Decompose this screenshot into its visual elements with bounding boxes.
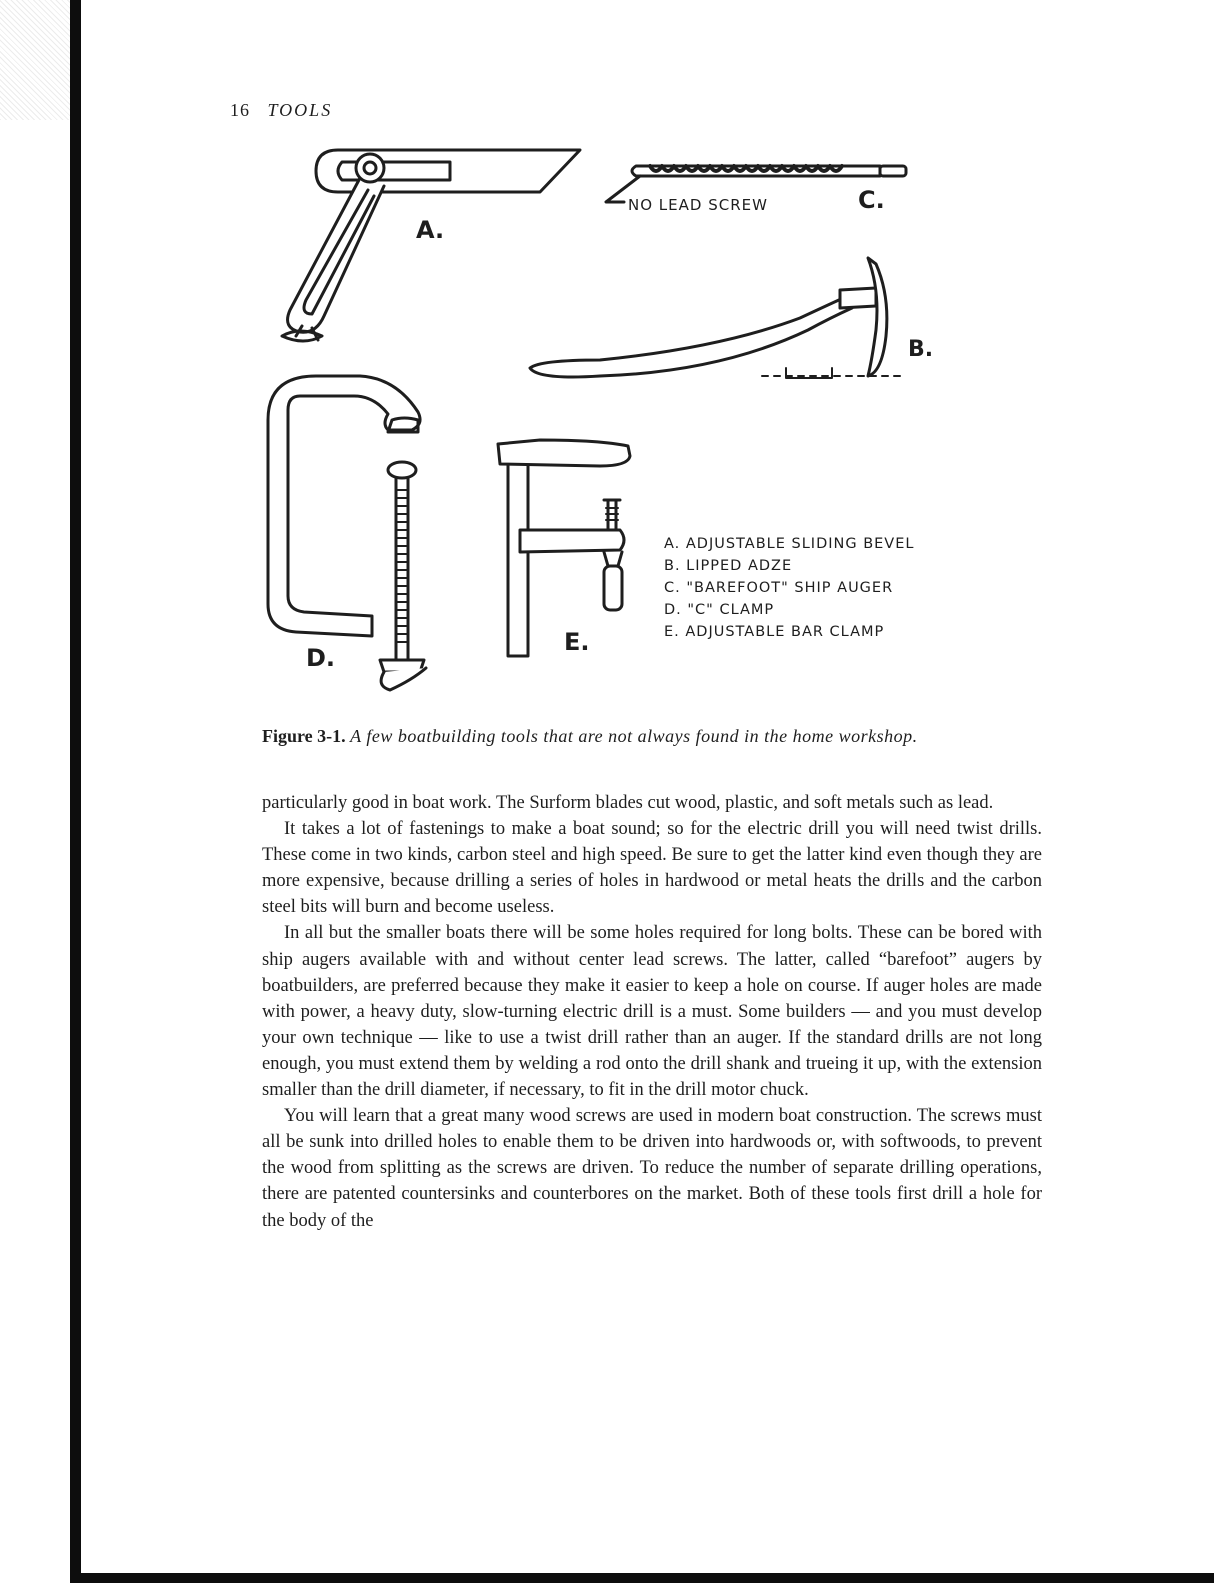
figure-label-b: B.	[908, 337, 934, 362]
figure-label-a: A.	[416, 216, 445, 244]
body-paragraph-1: particularly good in boat work. The Surform blades cut wood, plastic, and soft metals such as lead.	[262, 793, 994, 813]
figure-caption-text: A few boatbuilding tools that are not always found in the home workshop.	[350, 726, 918, 746]
body-text	[262, 790, 1042, 1234]
figure-caption-label: Figure 3-1.	[262, 726, 346, 746]
body-paragraph-4: You will learn that a great many wood screws are used in modern boat construction. The screws must all be sunk into drilled holes to enable them to be driven into hardwoods or, with softwoods, to prevent the wood from splitting as the screws are driven. To reduce the number of separate drilling operations, there are patented countersinks and counterbores on the market. Both of these tools first drill a hole for the body of the	[262, 1106, 1042, 1231]
sliding-bevel-drawing	[282, 150, 580, 341]
legend-item-d: D. "C" CLAMP	[664, 602, 775, 618]
figure-label-e: E.	[564, 628, 590, 656]
no-lead-screw-annotation: NO LEAD SCREW	[628, 196, 768, 214]
bar-clamp-drawing	[498, 440, 630, 656]
section-title: TOOLS	[267, 100, 333, 120]
figure-label-d: D.	[306, 644, 336, 672]
figure-label-c: C.	[858, 186, 885, 214]
legend-item-e: E. ADJUSTABLE BAR CLAMP	[664, 624, 885, 640]
body-paragraph-2: It takes a lot of fastenings to make a boat sound; so for the electric drill you will need twist drills. These come in two kinds, carbon steel and high speed. Be sure to get the latter kind even though they are more expensive, because drilling a series of holes in hardwood or metal heats the drills and the carbon steel bits will burn and become useless.	[262, 819, 1042, 918]
page-number: 16	[230, 100, 250, 120]
legend-item-a: A. ADJUSTABLE SLIDING BEVEL	[664, 536, 915, 552]
lipped-adze-drawing	[530, 258, 900, 378]
figure-caption	[262, 726, 1062, 747]
legend-item-c: C. "BAREFOOT" SHIP AUGER	[664, 580, 894, 596]
legend-item-b: B. LIPPED ADZE	[664, 558, 793, 574]
figure-legend	[664, 536, 914, 640]
scan-bottom-border	[70, 1573, 1214, 1583]
c-clamp-drawing	[268, 376, 426, 690]
figure-tools-illustration	[0, 0, 1214, 720]
body-paragraph-3: In all but the smaller boats there will be some holes required for long bolts. These can be bored with ship augers available with and without center lead screws. The latter, called “barefoot” augers by boatbuilders, are preferred because they make it easier to keep a hole on course. If auger holes are made with power, a heavy duty, slow-turning electric drill is a must. Some builders — and you must develop your own technique — like to use a twist drill rather than an auger. If the standard drills are not long enough, you must extend them by welding a rod onto the drill shank and trueing it up, with the extension smaller than the drill diameter, if necessary, to fit in the drill motor chuck.	[262, 923, 1042, 1101]
